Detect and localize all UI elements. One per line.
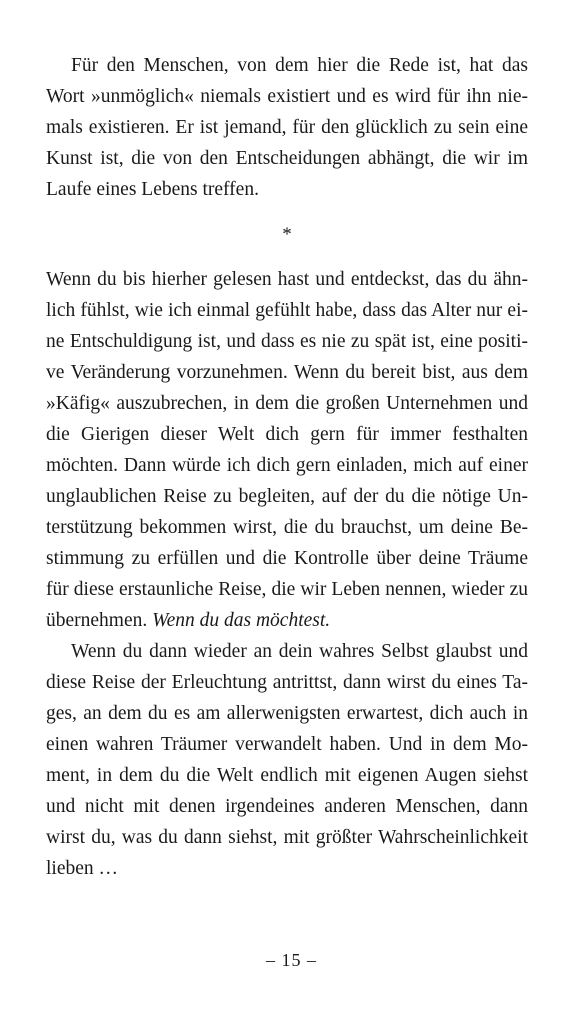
text-line: Wenn du bis hierher gelesen hast und entdeckst, das du ähn- [46, 269, 528, 290]
text-line: »Käfig« auszubrechen, in dem die großen Unternehmen und [46, 393, 528, 414]
text-line: Laufe eines Lebens treffen. [46, 179, 259, 200]
text-line: Wenn du dann wieder an dein wahres Selbst glaubst und [71, 641, 528, 662]
text-line: stimmung zu erfüllen und die Kontrolle über deine Träume [46, 548, 528, 569]
paragraph-1 [46, 50, 528, 205]
text-line: wirst du, was du dann siehst, mit größter Wahrscheinlichkeit [46, 827, 528, 848]
page-number: – 15 – [266, 950, 317, 970]
section-separator: * [282, 224, 292, 245]
text-line: ges, an dem du es am allerwenigsten erwartest, dich auch in [46, 703, 528, 724]
text-line: Wort »unmöglich« niemals existiert und es wird für ihn nie- [46, 86, 528, 107]
text-line-prefix: übernehmen. [46, 610, 153, 631]
text-line [46, 605, 528, 636]
text-line: ve Veränderung vorzunehmen. Wenn du bereit bist, aus dem [46, 362, 528, 383]
text-line: unglaublichen Reise zu begleiten, auf der du die nötige Un- [46, 486, 528, 507]
paragraph-2 [46, 264, 528, 636]
text-line: die Gierigen dieser Welt dich gern für immer festhalten [46, 424, 528, 445]
book-page [46, 50, 528, 884]
text-line: einen wahren Träumer verwandelt haben. Und in dem Mo- [46, 734, 528, 755]
paragraph-3 [46, 636, 528, 884]
text-line: für diese erstaunliche Reise, die wir Leben nennen, wieder zu [46, 579, 528, 600]
text-line: ment, in dem du die Welt endlich mit eigenen Augen siehst [46, 765, 528, 786]
text-line: terstützung bekommen wirst, die du brauchst, um deine Be- [46, 517, 528, 538]
text-line: Für den Menschen, von dem hier die Rede ist, hat das [71, 55, 528, 76]
text-line: diese Reise der Erleuchtung antrittst, dann wirst du eines Ta- [46, 672, 528, 693]
text-line: möchten. Dann würde ich dich gern einladen, mich auf einer [46, 455, 528, 476]
text-line: lieben … [46, 858, 119, 879]
text-line: ne Entschuldigung ist, und dass es nie zu spät ist, eine positi- [46, 331, 528, 352]
text-line: mals existieren. Er ist jemand, für den glücklich zu sein eine [46, 117, 528, 138]
text-line: und nicht mit denen irgendeines anderen Menschen, dann [46, 796, 528, 817]
text-line: lich fühlst, wie ich einmal gefühlt habe, dass das Alter nur ei- [46, 300, 528, 321]
text-line: Kunst ist, die von den Entscheidungen abhängt, die wir im [46, 148, 528, 169]
italic-phrase: Wenn du das möchtest. [152, 610, 331, 631]
